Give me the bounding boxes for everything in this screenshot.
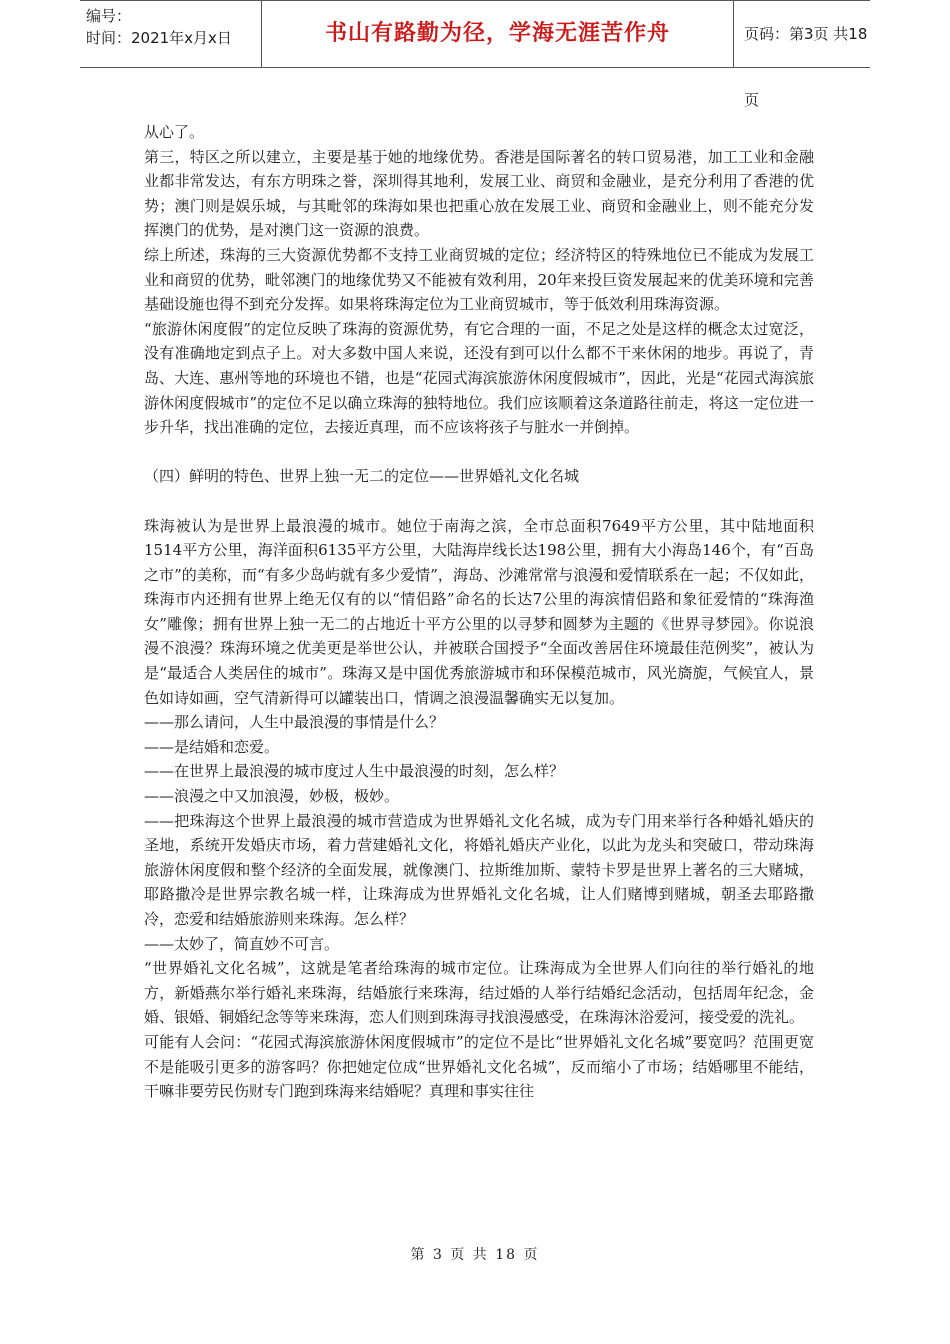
paragraph: 综上所述，珠海的三大资源优势都不支持工业商贸城的定位；经济特区的特殊地位已不能成为发展工业和商贸的优势，毗邻澳门的地缘优势又不能被有效利用，20年来投巨资发展起来的优美环境和完善基础设施也得不到充分发挥。如果将珠海定位为工业商贸城市，等于低效利用珠海资源。 xyxy=(144,245,814,314)
number-label: 编号： xyxy=(86,7,132,25)
paragraph: 第三，特区之所以建立，主要是基于她的地缘优势。香港是国际著名的转口贸易港，加工工业和金融业都非常发达，有东方明珠之誉，深圳得其地利，发展工业、商贸和金融业，是充分利用了香港的优势；澳门则是娱乐城，与其毗邻的珠海如果也把重心放在发展工业、商贸和金融业上，则不能充分发挥澳门的优势，是对澳门这一资源的浪费。 xyxy=(144,147,814,240)
page-header xyxy=(80,0,870,109)
blank-line xyxy=(144,489,814,514)
paragraph: 可能有人会问：“花园式海滨旅游休闲度假城市”的定位不是比“世界婚礼文化名城”要宽吗？范围更宽不是能吸引更多的游客吗？你把她定位成“世界婚礼文化名城”，反而缩小了市场；结婚哪里不能结，干嘛非要劳民伤财专门跑到珠海来结婚呢？真理和事实往往 xyxy=(144,1032,814,1101)
section-heading: （四）鲜明的特色、世界上独一无二的定位——世界婚礼文化名城 xyxy=(144,467,580,486)
header-page-label: 页码：第3页 共18页 xyxy=(744,25,868,109)
blank-line xyxy=(144,440,814,465)
document-body xyxy=(144,120,814,1104)
dialogue-line: ——太妙了，简直妙不可言。 xyxy=(144,934,340,953)
paragraph: 珠海被认为是世界上最浪漫的城市。她位于南海之滨，全市总面积7649平方公里，其中陆地面积1514平方公里，海洋面积6135平方公里，大陆海岸线长达198公里，拥有大小海岛146个，有“百岛之市”的美称，而“有多少岛屿就有多少爱情”，海岛、沙滩常常与浪漫和爱情联系在一起；不仅如此，珠海市内还拥有世界上绝无仅有的以“情侣路”命名的长达7公里的海滨情侣路和象征爱情的“珠海渔女”雕像；拥有世界上独一无二的占地近十平方公里的以寻梦和圆梦为主题的《世界寻梦园》。你说浪漫不浪漫？珠海环境之优美更是举世公认，并被联合国授予“全面改善居住环境最佳范例奖”，被认为是“最适合人类居住的城市”。珠海又是中国优秀旅游城市和环保模范城市，风光旖旎，气候宜人，景色如诗如画，空气清新得可以罐装出口，情调之浪漫温馨确实无以复加。 xyxy=(144,516,814,707)
dialogue-line: ——那么请问，人生中最浪漫的事情是什么？ xyxy=(144,713,445,732)
page-footer: 第 3 页 共 18 页 xyxy=(410,1247,540,1263)
dialogue-line: ——是结婚和恋爱。 xyxy=(144,737,280,756)
header-meta-cell xyxy=(80,1,262,67)
dialogue-line: ——浪漫之中又加浪漫，妙极，极妙。 xyxy=(144,787,400,806)
header-motto: 书山有路勤为径，学海无涯苦作舟 xyxy=(262,1,734,67)
paragraph: “旅游休闲度假”的定位反映了珠海的资源优势，有它合理的一面，不足之处是这样的概念太过宽泛，没有准确地定到点子上。对大多数中国人来说，还没有到可以什么都不干来休闲的地步。再说了，青岛、大连、惠州等地的环境也不错，也是“花园式海滨旅游休闲度假城市”，因此，光是“花园式海滨旅游休闲度假城市”的定位不足以确立珠海的独特地位。我们应该顺着这条道路往前走，将这一定位进一步升华，找出准确的定位，去接近真理，而不应该将孩子与脏水一并倒掉。 xyxy=(144,319,814,437)
dialogue-line: ——把珠海这个世界上最浪漫的城市营造成为世界婚礼文化名城，成为专门用来举行各种婚礼婚庆的圣地，系统开发婚庆市场，着力营建婚礼文化，将婚礼婚庆产业化，以此为龙头和突破口，带动珠海旅游休闲度假和整个经济的全面发展，就像澳门、拉斯维加斯、蒙特卡罗是世界上著名的三大赌城，耶路撒冷是世界宗教名城一样，让珠海成为世界婚礼文化名城，让人们赌博到赌城，朝圣去耶路撒冷，恋爱和结婚旅游则来珠海。怎么样？ xyxy=(144,811,814,928)
paragraph: 从心了。 xyxy=(144,123,205,141)
time-label: 时间：2021年x月x日 xyxy=(86,29,232,47)
paragraph: “世界婚礼文化名城”，这就是笔者给珠海的城市定位。让珠海成为全世界人们向往的举行婚礼的地方，新婚燕尔举行婚礼来珠海，结婚旅行来珠海，结过婚的人举行结婚纪念活动，包括周年纪念，金婚、银婚、铜婚纪念等等来珠海，恋人们则到珠海寻找浪漫感受，在珠海沐浴爱河，接受爱的洗礼。 xyxy=(144,959,814,1027)
dialogue-line: ——在世界上最浪漫的城市度过人生中最浪漫的时刻，怎么样？ xyxy=(144,762,565,781)
